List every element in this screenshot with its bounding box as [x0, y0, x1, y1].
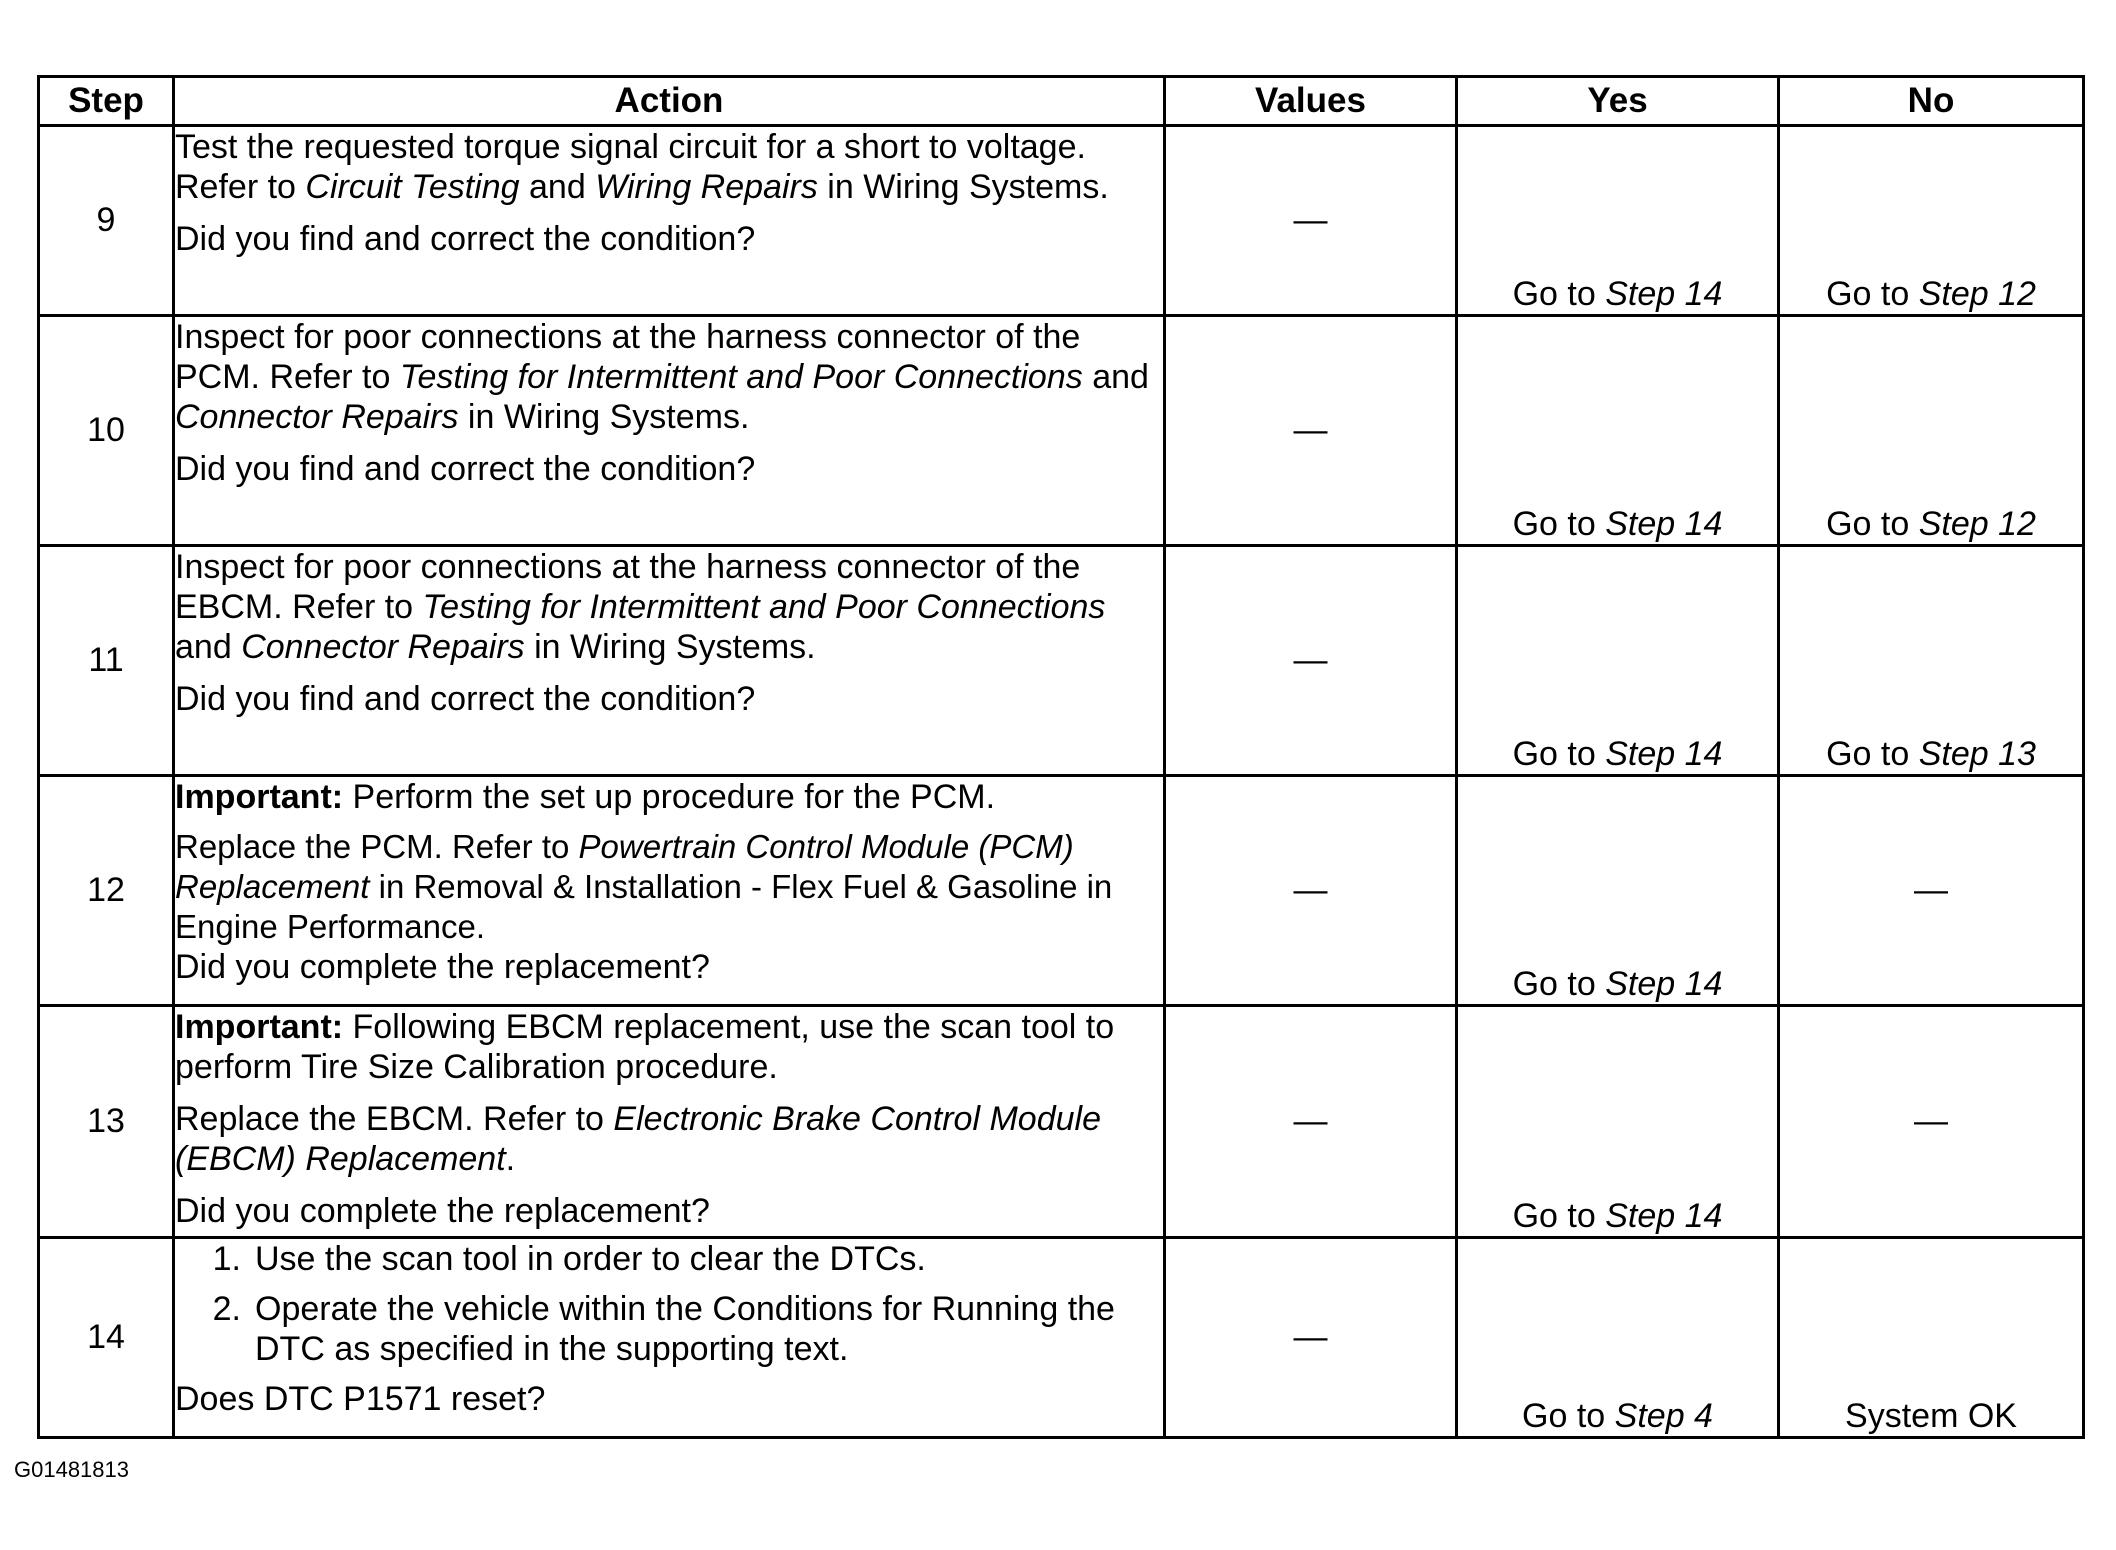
step-number: 13 [39, 1006, 174, 1238]
important-note: Important: Following EBCM replacement, use the scan tool to perform Tire Size Calibration procedure. [175, 1008, 1115, 1086]
action-cell [174, 776, 1165, 1006]
procedure-list [175, 1239, 1163, 1369]
reference-link: Testing for Intermittent and Poor Connections [422, 588, 1106, 626]
values-cell: — [1165, 1238, 1457, 1438]
no-cell: — [1779, 1006, 2084, 1238]
values-cell: — [1165, 776, 1457, 1006]
yes-cell: Go to Step 14 [1457, 776, 1779, 1006]
values-cell: — [1165, 126, 1457, 316]
action-cell [174, 1238, 1165, 1438]
action-cell [174, 316, 1165, 546]
header-no: No [1779, 77, 2084, 126]
important-label: Important: [175, 778, 344, 816]
header-yes: Yes [1457, 77, 1779, 126]
action-question: Did you find and correct the condition? [175, 450, 756, 488]
important-note: Important: Perform the set up procedure for the PCM. [175, 778, 996, 816]
action-instruction: Replace the EBCM. Refer to Electronic Brake Control Module (EBCM) Replacement. [175, 1100, 1101, 1178]
table-row [39, 1006, 2084, 1238]
table-row [39, 776, 2084, 1006]
diagnostic-table [37, 75, 2085, 1439]
action-question: Did you complete the replacement? [175, 948, 710, 986]
yes-cell: Go to Step 14 [1457, 316, 1779, 546]
yes-cell: Go to Step 4 [1457, 1238, 1779, 1438]
action-cell [174, 546, 1165, 776]
values-cell: — [1165, 316, 1457, 546]
header-step: Step [39, 77, 174, 126]
reference-link: Circuit Testing [305, 168, 520, 206]
yes-cell: Go to Step 14 [1457, 126, 1779, 316]
list-item: 2. Operate the vehicle within the Conditions for Running the DTC as specified in the supporting text. [212, 1290, 1115, 1368]
table-row [39, 126, 2084, 316]
reference-link: Testing for Intermittent and Poor Connections [399, 358, 1083, 396]
no-cell: Go to Step 13 [1779, 546, 2084, 776]
action-cell [174, 126, 1165, 316]
table-row [39, 1238, 2084, 1438]
action-question: Did you find and correct the condition? [175, 680, 756, 718]
no-cell: System OK [1779, 1238, 2084, 1438]
reference-link: Powertrain Control Module (PCM) Replacement [175, 828, 1074, 905]
reference-link: Electronic Brake Control Module (EBCM) Replacement [175, 1100, 1101, 1178]
action-question: Does DTC P1571 reset? [175, 1380, 546, 1418]
reference-link: Wiring Repairs [595, 168, 818, 206]
step-number: 11 [39, 546, 174, 776]
header-row [39, 77, 2084, 126]
table-row [39, 316, 2084, 546]
list-item: 1. Use the scan tool in order to clear the DTCs. [212, 1240, 926, 1278]
no-cell: Go to Step 12 [1779, 316, 2084, 546]
action-instruction: Test the requested torque signal circuit for a short to voltage. Refer to Circuit Testing and Wiring Repairs in Wiring Systems. [175, 128, 1109, 206]
action-cell [174, 1006, 1165, 1238]
no-cell: — [1779, 776, 2084, 1006]
values-cell: — [1165, 546, 1457, 776]
table-row [39, 546, 2084, 776]
step-number: 14 [39, 1238, 174, 1438]
reference-link: Connector Repairs [241, 628, 525, 666]
yes-cell: Go to Step 14 [1457, 546, 1779, 776]
step-number: 9 [39, 126, 174, 316]
header-action: Action [174, 77, 1165, 126]
header-values: Values [1165, 77, 1457, 126]
no-cell: Go to Step 12 [1779, 126, 2084, 316]
values-cell: — [1165, 1006, 1457, 1238]
action-question: Did you complete the replacement? [175, 1192, 710, 1230]
step-number: 10 [39, 316, 174, 546]
action-question: Did you find and correct the condition? [175, 220, 756, 258]
important-label: Important: [175, 1008, 344, 1046]
figure-code: G01481813 [14, 1457, 129, 1482]
action-instruction: Inspect for poor connections at the harness connector of the EBCM. Refer to Testing for Intermittent and Poor Connections and Connector Repairs in Wiring Systems. [175, 548, 1106, 666]
action-instruction: Replace the PCM. Refer to Powertrain Control Module (PCM) Replacement in Removal & Installation - Flex Fuel & Gasoline in Engine Performance. [175, 828, 1113, 945]
step-number: 12 [39, 776, 174, 1006]
action-instruction: Inspect for poor connections at the harness connector of the PCM. Refer to Testing for Intermittent and Poor Connections and Connector Repairs in Wiring Systems. [175, 318, 1149, 436]
reference-link: Connector Repairs [175, 398, 459, 436]
yes-cell: Go to Step 14 [1457, 1006, 1779, 1238]
